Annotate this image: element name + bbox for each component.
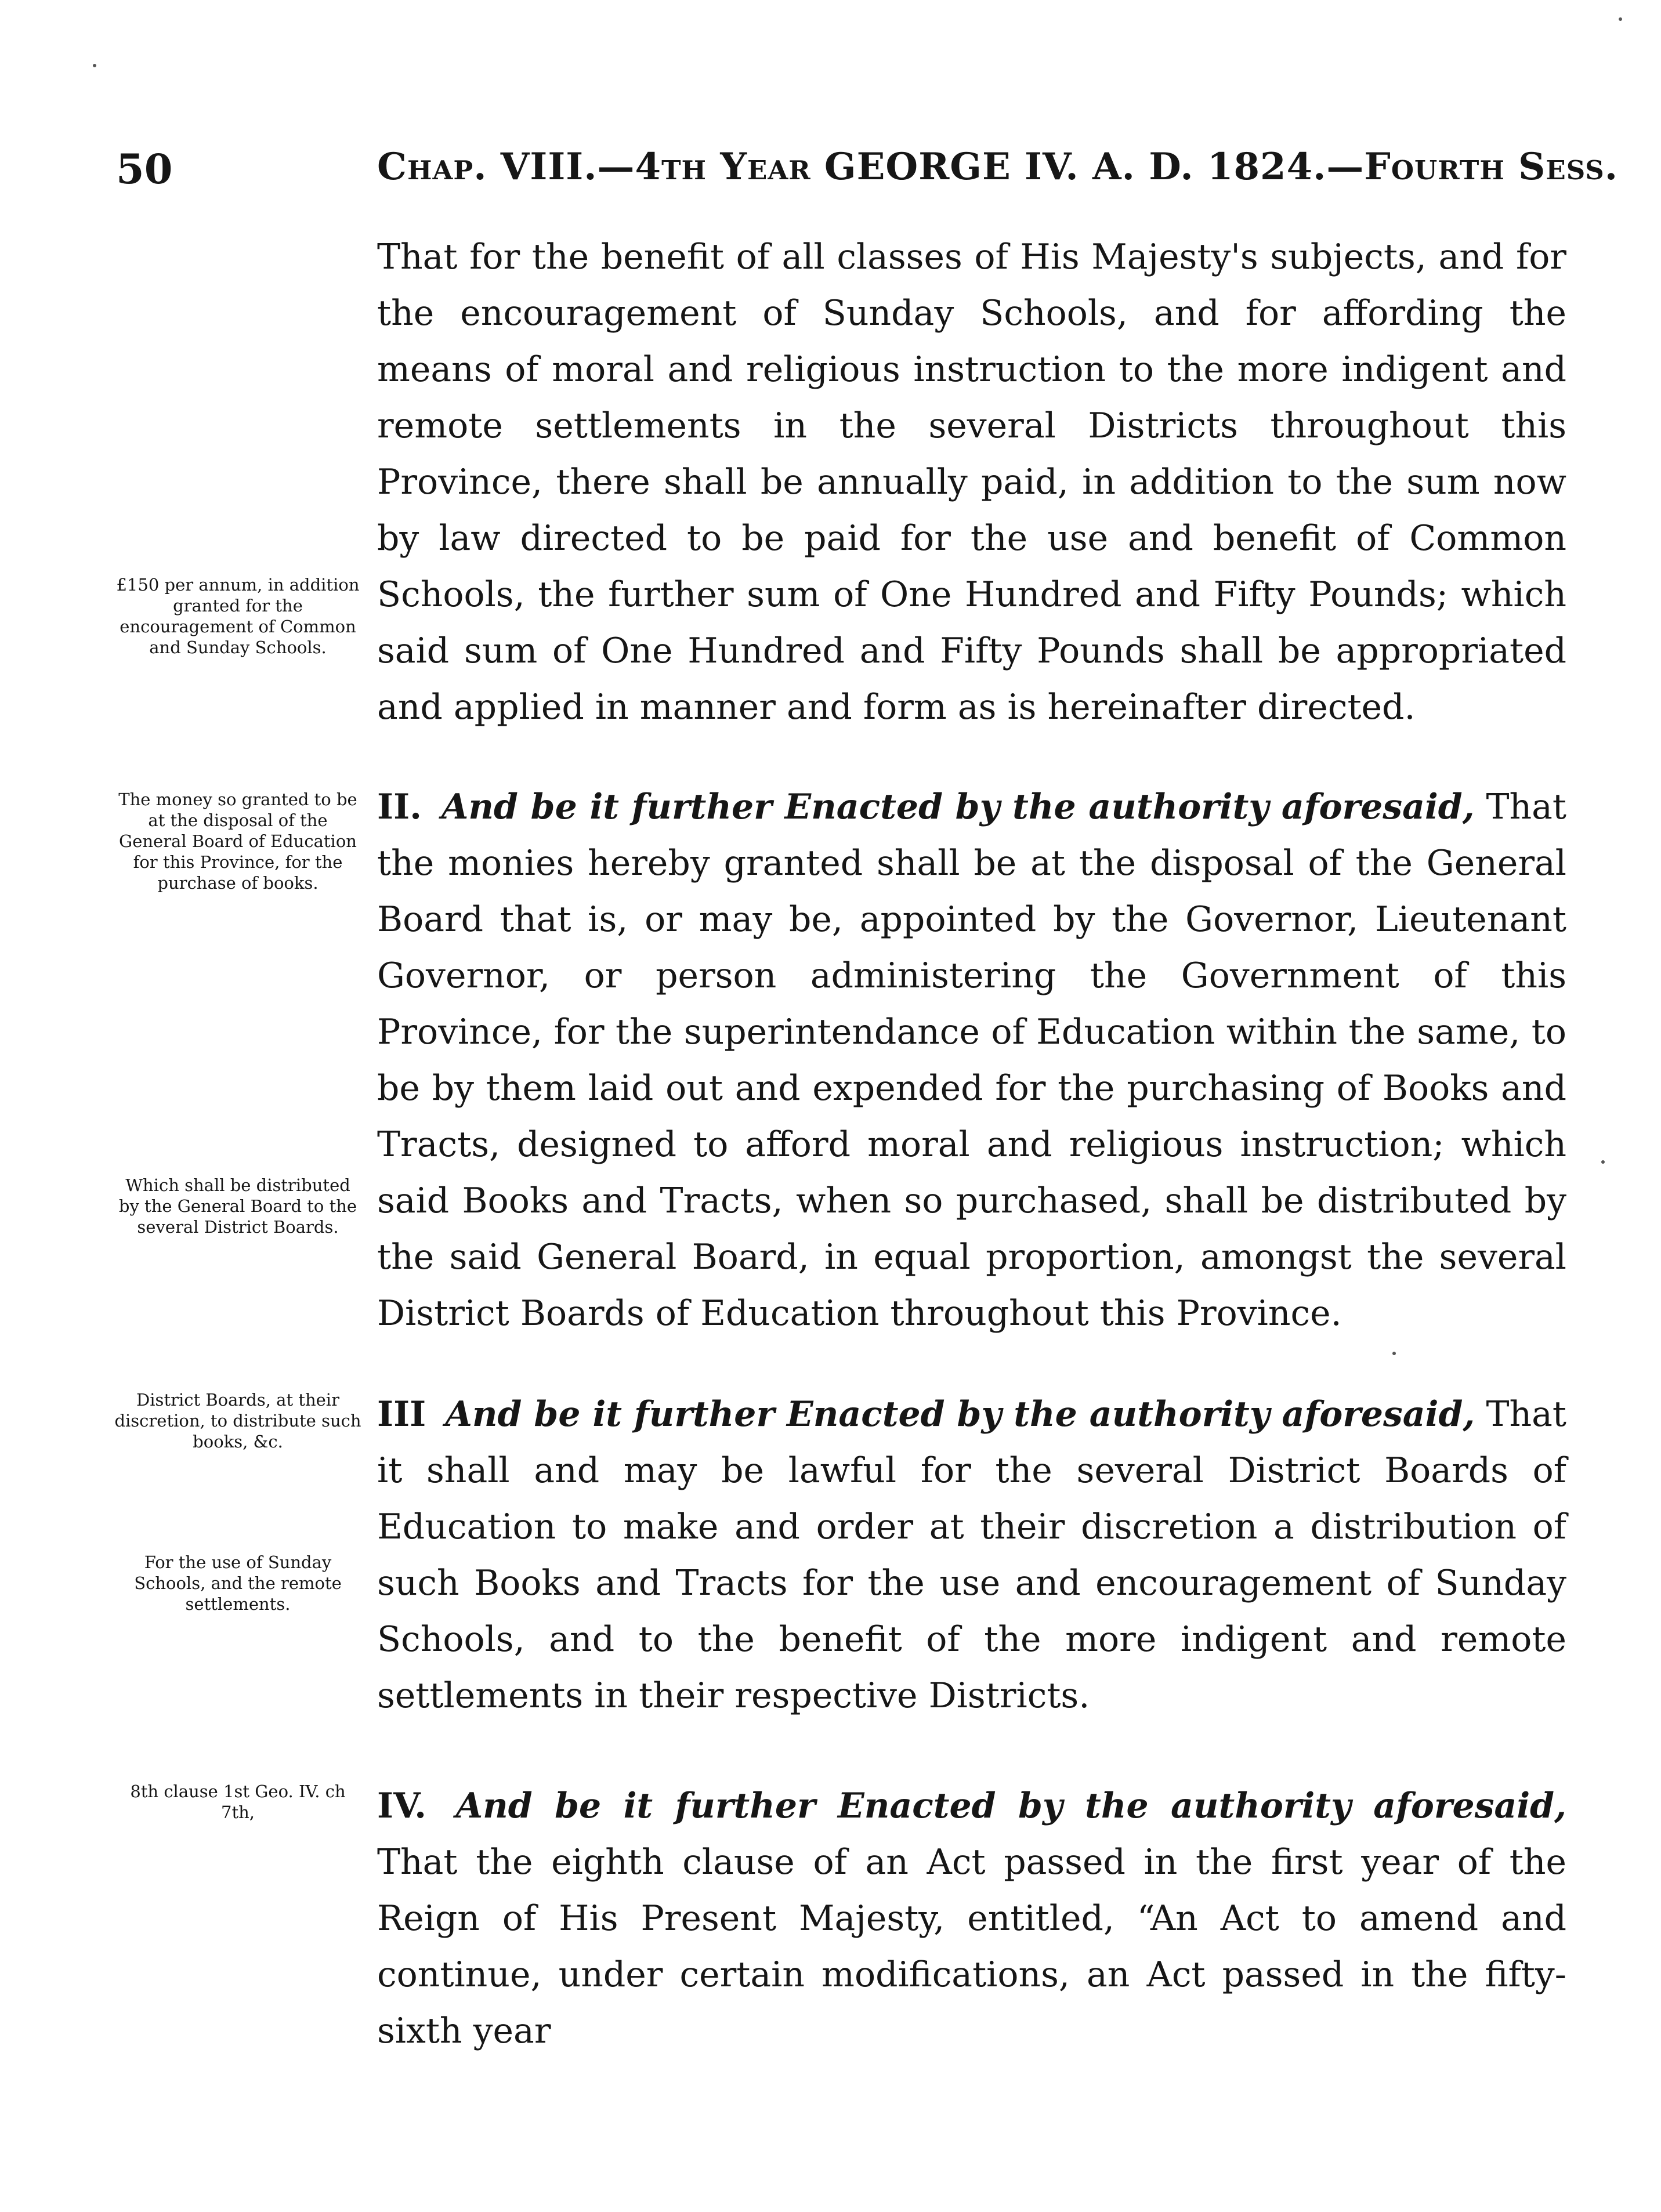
section-2-paragraph (377, 779, 1566, 1342)
margin-note-5: For the use of Sunday Schools, and the remote settlements. (134, 1552, 342, 1614)
section-4-paragraph (377, 1778, 1566, 2059)
section-3-paragraph (377, 1386, 1566, 1724)
section-2-numeral: II. (377, 787, 422, 827)
running-head-chapter: Chap. VIII. (377, 145, 598, 189)
margin-note-4: District Boards, at their discretion, to distribute such books, &c. (114, 1390, 361, 1451)
running-head-session: Fourth Sess. (1364, 145, 1618, 189)
section-2-text: That the monies hereby granted shall be at the disposal of the General Board that is, or may be, appointed by the Governor, Lieutenant Governor, or person administering the Government of this Province, for the superintendance of Education within the same, to be by them laid out and expended for the purchasing of Books and Tracts, designed to afford moral and religious instruction; which said Books and Tracts, when so purchased, shall be distributed by the said General Board, in equal proportion, amongst the several District Boards of Education throughout this Province. (377, 787, 1566, 1334)
section-4-enacting-clause: And be it further Enacted by the authority aforesaid, (455, 1786, 1566, 1826)
margin-note-6: 8th clause 1st Geo. IV. ch 7th, (130, 1782, 346, 1822)
scan-speck (1601, 1160, 1605, 1164)
section-3-text: That it shall and may be lawful for the several District Boards of Education to make and order at their discretion a distribution of such Books and Tracts for the use and encouragement of Sunday Schools, and to the benefit of the more indigent and remote settlements in their respective Districts. (377, 1394, 1566, 1716)
section-1-text: That for the benefit of all classes of His Majesty's subjects, and for the encouragement of Sunday Schools, and for affording the means of moral and religious instruction to the more indigent and remote settlements in the several Districts throughout this Province, there shall be annually paid, in addition to the sum now by law directed to be paid for the use and benefit of Common Schools, the further sum of One Hundred and Fifty Pounds; which said sum of One Hundred and Fifty Pounds shall be appropriated and applied in manner and form as is hereinafter directed. (377, 237, 1566, 727)
margin-note-3: Which shall be distributed by the General Board to the several District Boards. (118, 1175, 357, 1237)
section-3-enacting-clause: And be it further Enacted by the authority aforesaid, (445, 1394, 1475, 1435)
section-3-numeral: III (377, 1394, 426, 1435)
section-4-text: That the eighth clause of an Act passed in the first year of the Reign of His Present Majesty, entitled, “An Act to amend and continue, under certain modifications, an Act passed in the fifty-sixth year (377, 1842, 1566, 2051)
margin-note-2: The money so granted to be at the disposal of the General Board of Education for this Province, for the purchase of books. (118, 790, 357, 893)
page-number: 50 (116, 145, 173, 193)
section-2-enacting-clause: And be it further Enacted by the authority aforesaid, (441, 787, 1475, 827)
scan-speck (1392, 1352, 1396, 1355)
section-1-paragraph (377, 229, 1566, 736)
running-head-year: —4th Year GEORGE IV. A. D. 1824.— (597, 145, 1365, 189)
scan-speck (93, 64, 96, 67)
section-4-numeral: IV. (377, 1786, 427, 1826)
margin-note-1: £150 per annum, in addition granted for the encouragement of Common and Sunday Schools. (116, 575, 360, 657)
running-head (377, 145, 1618, 189)
scan-speck (1619, 17, 1622, 21)
